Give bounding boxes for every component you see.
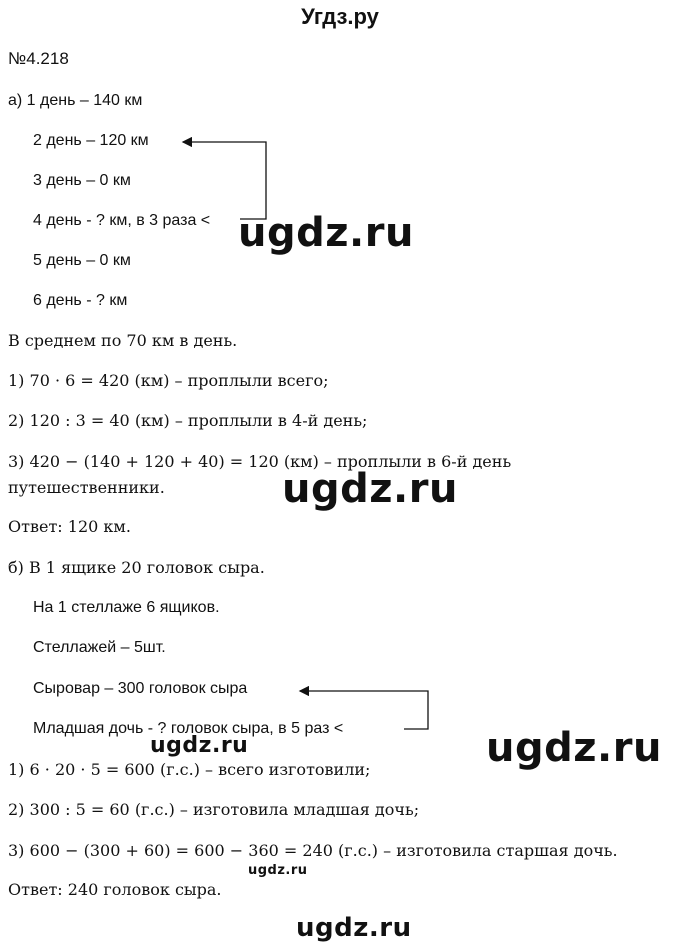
part-a-line-3: 3 день – 0 км	[33, 172, 131, 189]
watermark-footer: ugdz.ru	[296, 913, 412, 943]
part-a-arrow	[183, 142, 266, 219]
part-b-line-3: Стеллажей – 5шт.	[33, 639, 166, 656]
part-a-step-2: 2) 120 : 3 = 40 (км) – проплыли в 4-й день;	[8, 411, 368, 430]
part-a-step-3-cont: путешественники.	[8, 478, 165, 497]
part-b-answer: Ответ: 240 головок сыра.	[8, 880, 222, 899]
part-b-line-5: Младшая дочь - ? головок сыра, в 5 раз <	[33, 720, 344, 737]
watermark-1: ugdz.ru	[238, 210, 414, 256]
part-a-line-5: 5 день – 0 км	[33, 252, 131, 269]
site-header-title: Угдз.ру	[301, 4, 379, 29]
part-b-step-1: 1) 6 · 20 · 5 = 600 (г.с.) – всего изготовили;	[8, 760, 371, 779]
part-a-line-4: 4 день - ? км, в 3 раза <	[33, 212, 211, 229]
part-a-line-1: а) 1 день – 140 км	[8, 92, 143, 109]
part-b-step-2: 2) 300 : 5 = 60 (г.с.) – изготовила младшая дочь;	[8, 800, 420, 819]
part-a-average: В среднем по 70 км в день.	[8, 331, 238, 350]
part-a-step-3: 3) 420 − (140 + 120 + 40) = 120 (км) – проплыли в 6-й день	[8, 452, 512, 471]
part-a-answer: Ответ: 120 км.	[8, 517, 131, 536]
part-a-line-6: 6 день - ? км	[33, 292, 128, 309]
problem-number: №4.218	[8, 49, 69, 68]
part-b-step-3: 3) 600 − (300 + 60) = 600 − 360 = 240 (г.с.) – изготовила старшая дочь.	[8, 841, 618, 860]
part-a-line-2: 2 день – 120 км	[33, 132, 149, 149]
watermark-5: ugdz.ru	[248, 863, 308, 878]
part-b-line-4: Сыровар – 300 головок сыра	[33, 680, 248, 697]
watermark-4: ugdz.ru	[150, 733, 249, 758]
watermark-2: ugdz.ru	[282, 466, 458, 512]
part-a-step-1: 1) 70 · 6 = 420 (км) – проплыли всего;	[8, 371, 329, 390]
part-b-line-1: б) В 1 ящике 20 головок сыра.	[8, 558, 265, 577]
watermark-3: ugdz.ru	[486, 725, 662, 771]
part-b-line-2: На 1 стеллаже 6 ящиков.	[33, 599, 220, 616]
